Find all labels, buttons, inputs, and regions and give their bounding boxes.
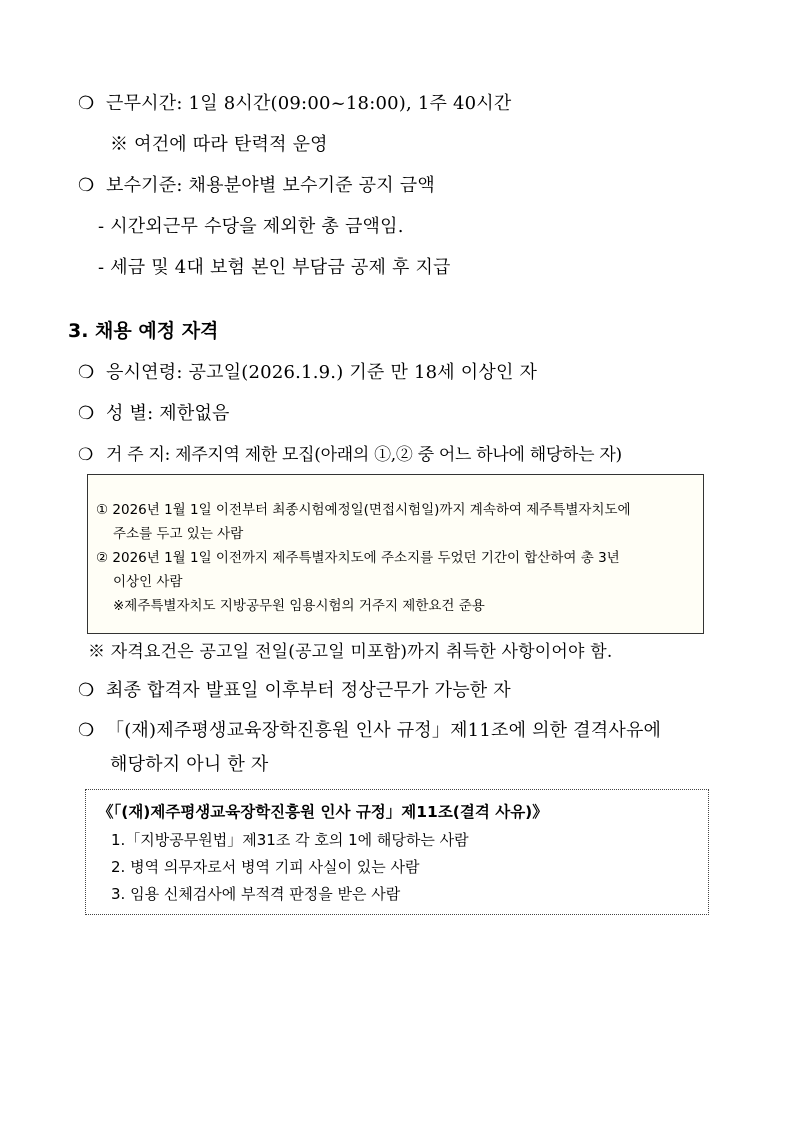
qualification-note: ※ 자격요건은 공고일 전일(공고일 미포함)까지 취득한 사항이어야 함. [88,642,613,662]
bullet-icon: ❍ [78,680,95,701]
start-work-text: 최종 합격자 발표일 이후부터 정상근무가 가능한 자 [106,680,511,701]
residence-item-1-line-2: 주소를 두고 있는 사람 [113,526,244,542]
residence-note: ※제주특별자치도 지방공무원 임용시험의 거주지 제한요건 준용 [113,598,485,614]
disqualification-item: 1.「지방공무원법」제31조 각 호의 1에 해당하는 사람 [111,831,469,849]
disqualification-item: 2. 병역 의무자로서 병역 기피 사실이 있는 사람 [111,858,420,876]
start-work-line [78,676,511,702]
residence-item-2-line-1: ② 2026년 1월 1일 이전까지 제주특별자치도에 주소지를 두었던 기간이 합산하여 총 3년 [96,550,620,566]
bullet-icon: ❍ [78,175,95,196]
residence-criteria-box [87,474,704,634]
disqualification-item: 3. 임용 신체검사에 부적격 판정을 받은 사람 [111,885,401,903]
bullet-icon: ❍ [78,403,95,424]
disqualification-title: 《「(재)제주평생교육장학진흥원 인사 규정」제11조(결격 사유)》 [98,803,548,821]
residence-line [78,440,622,465]
bullet-icon: ❍ [78,445,93,465]
pay-detail-2: - 세금 및 4대 보험 본인 부담금 공제 후 지급 [98,257,451,278]
disqualify-line [78,716,661,742]
section-heading: 3. 채용 예정 자격 [68,320,219,342]
residence-text: 거 주 지: 제주지역 제한 모집(아래의 ①,② 중 어느 하나에 해당하는 자) [106,445,622,465]
residence-item-1-line-1: ① 2026년 1월 1일 이전부터 최종시험예정일(면접시험일)까지 계속하여 제주특별자치도에 [96,502,631,518]
bullet-icon: ❍ [78,720,95,741]
gender-line [78,399,230,425]
bullet-icon: ❍ [78,93,95,114]
disqualify-text-1: 「(재)제주평생교육장학진흥원 인사 규정」제11조에 의한 결격사유에 [106,720,662,741]
pay-line [78,171,435,197]
age-text: 응시연령: 공고일(2026.1.9.) 기준 만 18세 이상인 자 [106,362,538,383]
pay-text: 보수기준: 채용분야별 보수기준 공지 금액 [106,175,435,196]
residence-item-2-line-2: 이상인 사람 [113,574,183,590]
work-hours-note: ※ 여건에 따라 탄력적 운영 [110,134,328,155]
work-hours-line [78,89,512,115]
bullet-icon: ❍ [78,362,95,383]
disqualification-box [85,789,709,915]
work-hours-text: 근무시간: 1일 8시간(09:00~18:00), 1주 40시간 [106,93,512,114]
gender-text: 성 별: 제한없음 [106,403,230,424]
age-line [78,358,537,384]
disqualify-text-2: 해당하지 아니 한 자 [110,754,269,775]
pay-detail-1: - 시간외근무 수당을 제외한 총 금액임. [98,216,404,237]
